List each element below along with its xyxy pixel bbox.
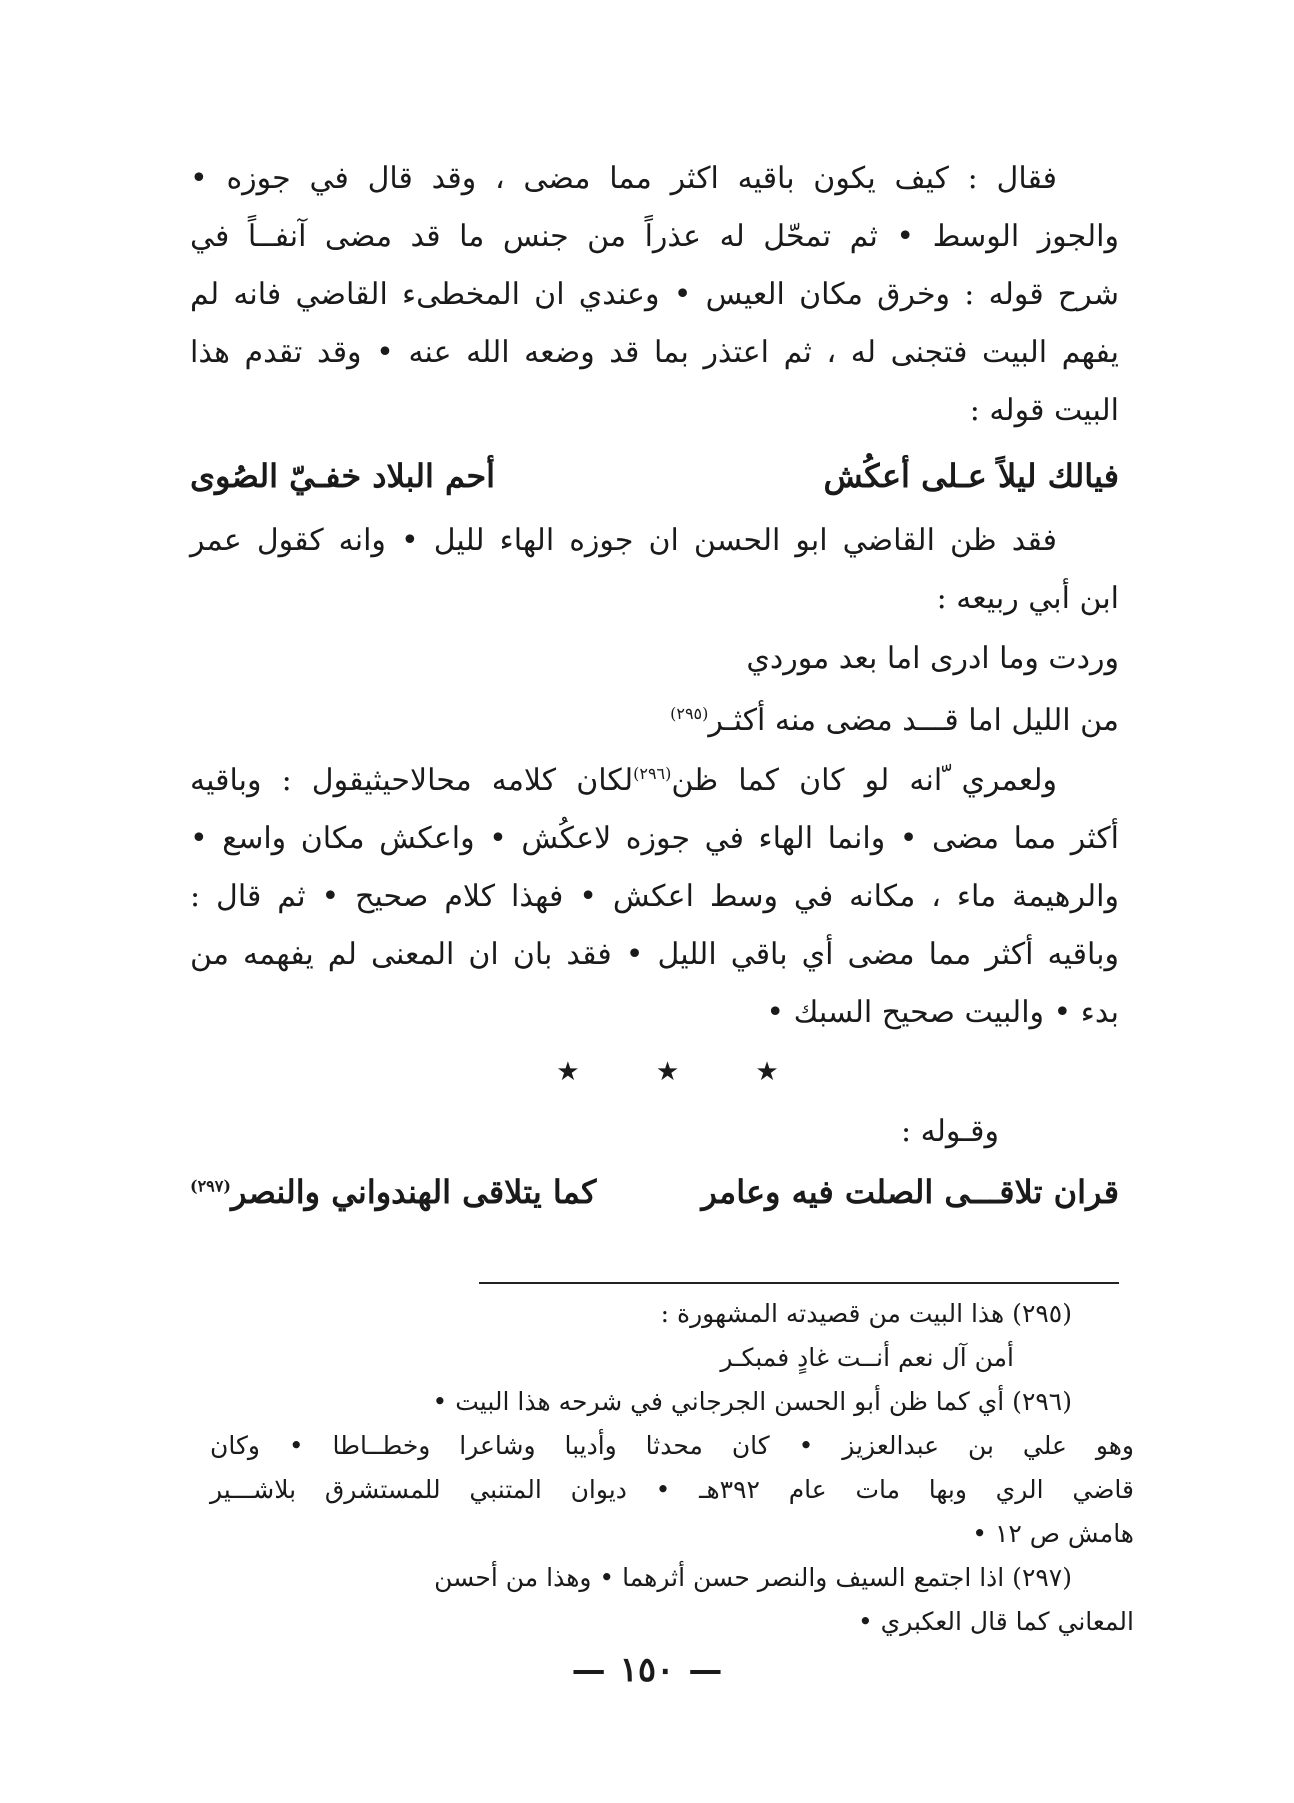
text-line: ابن أبي ربيعه :	[936, 581, 1119, 616]
text-line: والجوز الوسط • ثم تمحّل له عذراً من جنس ما قد مضى آنفــاً في	[190, 219, 1119, 254]
footnote-ref-295[interactable]: (٢٩٥)	[670, 704, 709, 723]
footnote-295-quote: أمن آل نعم أنــت غادٍ فمبكـر	[720, 1343, 1014, 1372]
poem-line-b	[190, 690, 1119, 752]
footnote-297-line: المعاني كما قال العكبري •	[857, 1607, 1134, 1636]
verse-2-first-hemistich: قران تلاقـــى الصلت فيه وعامر	[701, 1173, 1119, 1211]
verse-1-second-hemistich: أحم البلاد خفـيّ الصُوى	[190, 457, 496, 495]
verse-2-second-hemistich-wrap	[190, 1162, 596, 1222]
footnote-ref-296[interactable]: (٢٩٦)	[633, 764, 672, 783]
verse-1	[190, 440, 1119, 512]
text-line: والرهيمة ماء ، مكانه في وسط اعكش • فهذا كلام صحيح • ثم قال :	[190, 879, 1119, 914]
footnote-divider	[479, 1282, 1119, 1284]
section-separator: ★ ★ ★	[556, 1057, 813, 1087]
poem-line-b-text: من الليل اما قـــد مضى منه أكثـر	[708, 703, 1119, 738]
text-line	[190, 752, 1119, 810]
verse-2-second-hemistich: كما يتلاقى الهندواني والنصر	[230, 1173, 597, 1211]
verse-1-first-hemistich: فيالك ليلاً عـلى أعكُش	[823, 457, 1119, 495]
text-line: بدء • والبيت صحيح السبك •	[766, 995, 1119, 1030]
text-line: أكثر مما مضى • وانما الهاء في جوزه لاعكُش • واعكش مكان واسع •	[190, 821, 1119, 856]
footnote-ref-297[interactable]: (٢٩٧)	[190, 1176, 231, 1196]
footnotes	[210, 1292, 1134, 1644]
verse-2	[190, 1162, 1119, 1222]
page-number-value: ١٥٠	[619, 1650, 675, 1690]
footnote-297: (٢٩٧) اذا اجتمع السيف والنصر حسن أثرهما • وهذا من أحسن	[434, 1563, 1072, 1592]
poem-line-a: وردت وما ادرى اما بعد موردي	[746, 641, 1119, 676]
text-line: فقال : كيف يكون باقيه اكثر مما مضى ، وقد قال في جوزه •	[190, 161, 1057, 196]
text-fragment: لكان كلامه محالاحيثيقول : وباقيه	[190, 763, 634, 798]
text-fragment: ولعمري ّانه لو كان كما ظن	[671, 763, 1058, 798]
footnote-296-line: وهو علي بن عبدالعزيز • كان محدثا وأديبا وشاعرا وخطــاطا • وكان	[210, 1431, 1134, 1460]
page-number: — ١٥٠ —	[571, 1650, 723, 1690]
footnote-296-line: هامش ص ١٢ •	[972, 1519, 1134, 1548]
main-text	[190, 150, 1119, 1222]
text-line: البيت قوله :	[969, 393, 1119, 428]
text-line: يفهم البيت فتجنى له ، ثم اعتذر بما قد وضعه الله عنه • وقد تقدم هذا	[190, 335, 1119, 370]
text-line: شرح قوله : وخرق مكان العيس • وعندي ان المخطىء القاضي فانه لم	[190, 277, 1119, 312]
text-line: وباقيه أكثر مما مضى أي باقي الليل • فقد بان ان المعنى لم يفهمه من	[190, 937, 1119, 972]
footnote-295: (٢٩٥) هذا البيت من قصيدته المشهورة :	[660, 1299, 1072, 1328]
footnote-296-line: قاضي الري وبها مات عام ٣٩٢هـ • ديوان المتنبي للمستشرق بلاشـــير	[210, 1475, 1134, 1504]
text-line: فقد ظن القاضي ابو الحسن ان جوزه الهاء لليل • وانه كقول عمر	[190, 523, 1057, 558]
footnote-296: (٢٩٦) أي كما ظن أبو الحسن الجرجاني في شرحه هذا البيت •	[432, 1387, 1072, 1416]
section-heading: وقـوله :	[901, 1114, 999, 1149]
